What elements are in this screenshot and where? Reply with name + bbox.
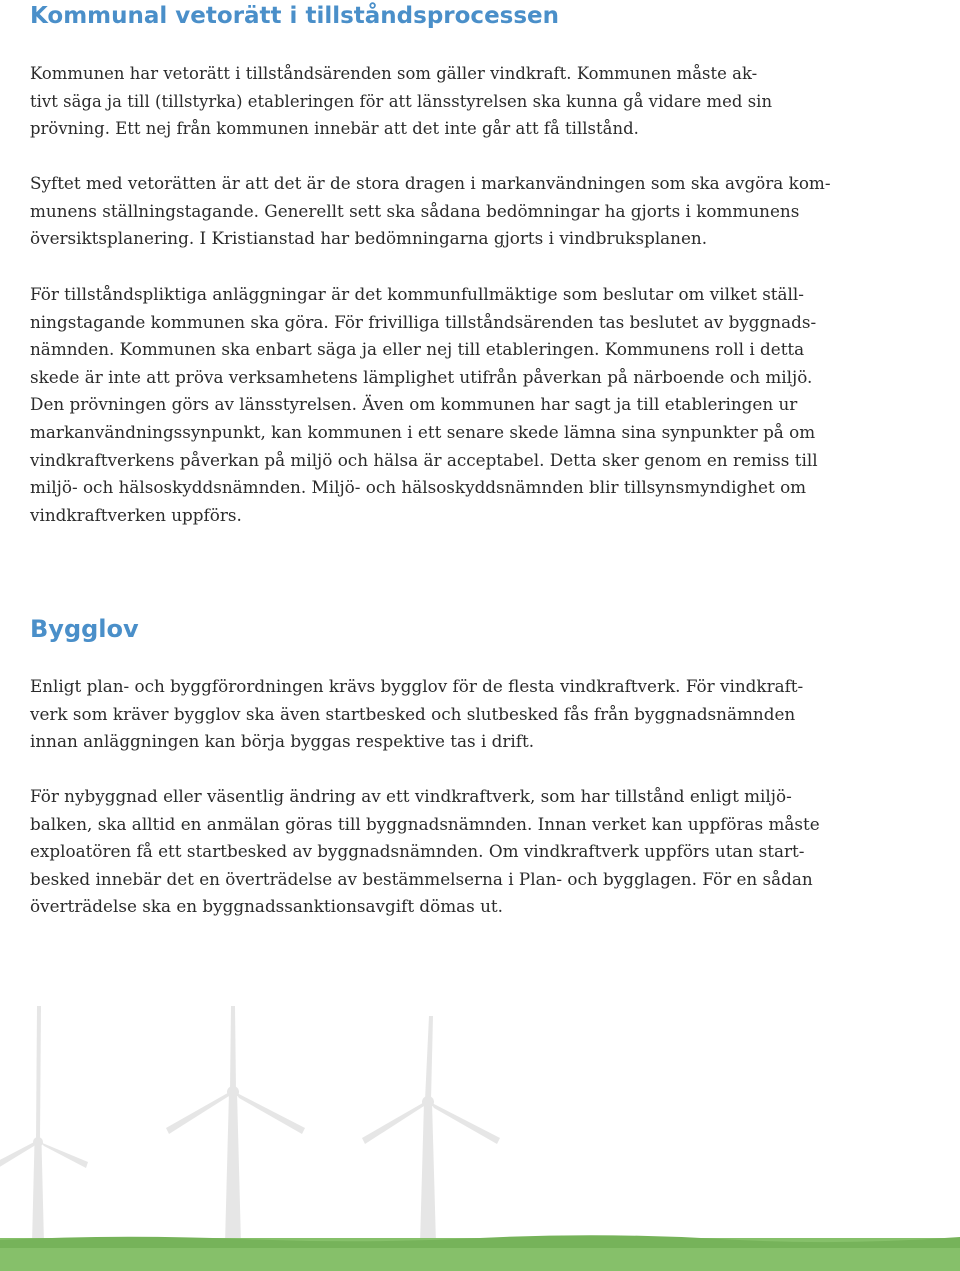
text-line: För nybyggnad eller väsentlig ändring av ett vindkraftverk, som har tillstånd enligt miljö- bbox=[30, 786, 792, 806]
wind-turbine-icon bbox=[166, 1006, 305, 1244]
text-line: nämnden. Kommunen ska enbart säga ja eller nej till etableringen. Kommunens roll i detta bbox=[30, 339, 805, 360]
text-line: tivt säga ja till (tillstyrka) etableringen för att länsstyrelsen ska kunna gå vidare med sin bbox=[30, 91, 773, 111]
paragraph bbox=[30, 673, 803, 756]
text-line: Kommunen har vetorätt i tillståndsärenden som gäller vindkraft. Kommunen måste ak- bbox=[30, 64, 758, 83]
text-line: verk som kräver bygglov ska även startbesked och slutbesked fås från byggnadsnämnden bbox=[30, 703, 796, 724]
section-heading-bygglov: Bygglov bbox=[30, 615, 139, 643]
text-line: markanvändningssynpunkt, kan kommunen i ett senare skede lämna sina synpunkter på om bbox=[30, 421, 816, 442]
paragraph bbox=[30, 783, 820, 921]
text-line: vindkraftverkens påverkan på miljö och hälsa är acceptabel. Detta sker genom en remiss till bbox=[30, 449, 818, 470]
text-line: skede är inte att pröva verksamhetens lämplighet utifrån påverkan på närboende och miljö. bbox=[30, 366, 813, 387]
text-line: Enligt plan- och byggförordningen krävs bygglov för de flesta vindkraftverk. För vindkraft- bbox=[30, 676, 804, 696]
text-line: översiktsplanering. I Kristianstad har bedömningarna gjorts i vindbruksplanen. bbox=[30, 228, 708, 249]
text-line: balken, ska alltid en anmälan göras till byggnadsnämnden. Innan verket kan uppföras måste bbox=[30, 813, 820, 834]
text-line: prövning. Ett nej från kommunen innebär att det inte går att få tillstånd. bbox=[30, 119, 639, 139]
text-line: miljö- och hälsoskyddsnämnden. Miljö- och hälsoskyddsnämnden blir tillsynsmyndighet om bbox=[30, 477, 807, 498]
text-line: Syftet med vetorätten är att det är de stora dragen i markanvändningen som ska avgöra kom- bbox=[30, 173, 831, 193]
paragraph bbox=[30, 60, 772, 143]
text-line: överträdelse ska en byggnadssanktionsavgift dömas ut. bbox=[30, 896, 503, 917]
text-line: munens ställningstagande. Generellt sett ska sådana bedömningar ha gjorts i kommunens bbox=[30, 200, 800, 221]
wind-turbines-illustration bbox=[0, 996, 960, 1271]
text-line: För tillståndspliktiga anläggningar är det kommunfullmäktige som beslutar om vilket ställ- bbox=[30, 284, 804, 304]
wind-turbine-icon bbox=[0, 1006, 88, 1244]
grass-strip bbox=[0, 1235, 960, 1271]
text-line: exploatören få ett startbesked av byggnadsnämnden. Om vindkraftverk uppförs utan start- bbox=[30, 841, 805, 862]
paragraph bbox=[30, 170, 831, 253]
section-heading-vetoratt: Kommunal vetorätt i tillståndsprocessen bbox=[30, 3, 560, 29]
text-line: besked innebär det en överträdelse av bestämmelserna i Plan- och bygglagen. För en sådan bbox=[30, 868, 813, 889]
text-line: innan anläggningen kan börja byggas respektive tas i drift. bbox=[30, 731, 535, 752]
text-line: ningstagande kommunen ska göra. För frivilliga tillståndsärenden tas beslutet av byggnads- bbox=[30, 311, 817, 332]
text-line: Den prövningen görs av länsstyrelsen. Även om kommunen har sagt ja till etableringen ur bbox=[30, 394, 798, 415]
text-line: vindkraftverken uppförs. bbox=[30, 504, 242, 525]
paragraph bbox=[30, 281, 818, 529]
wind-turbine-icon bbox=[362, 1016, 500, 1244]
